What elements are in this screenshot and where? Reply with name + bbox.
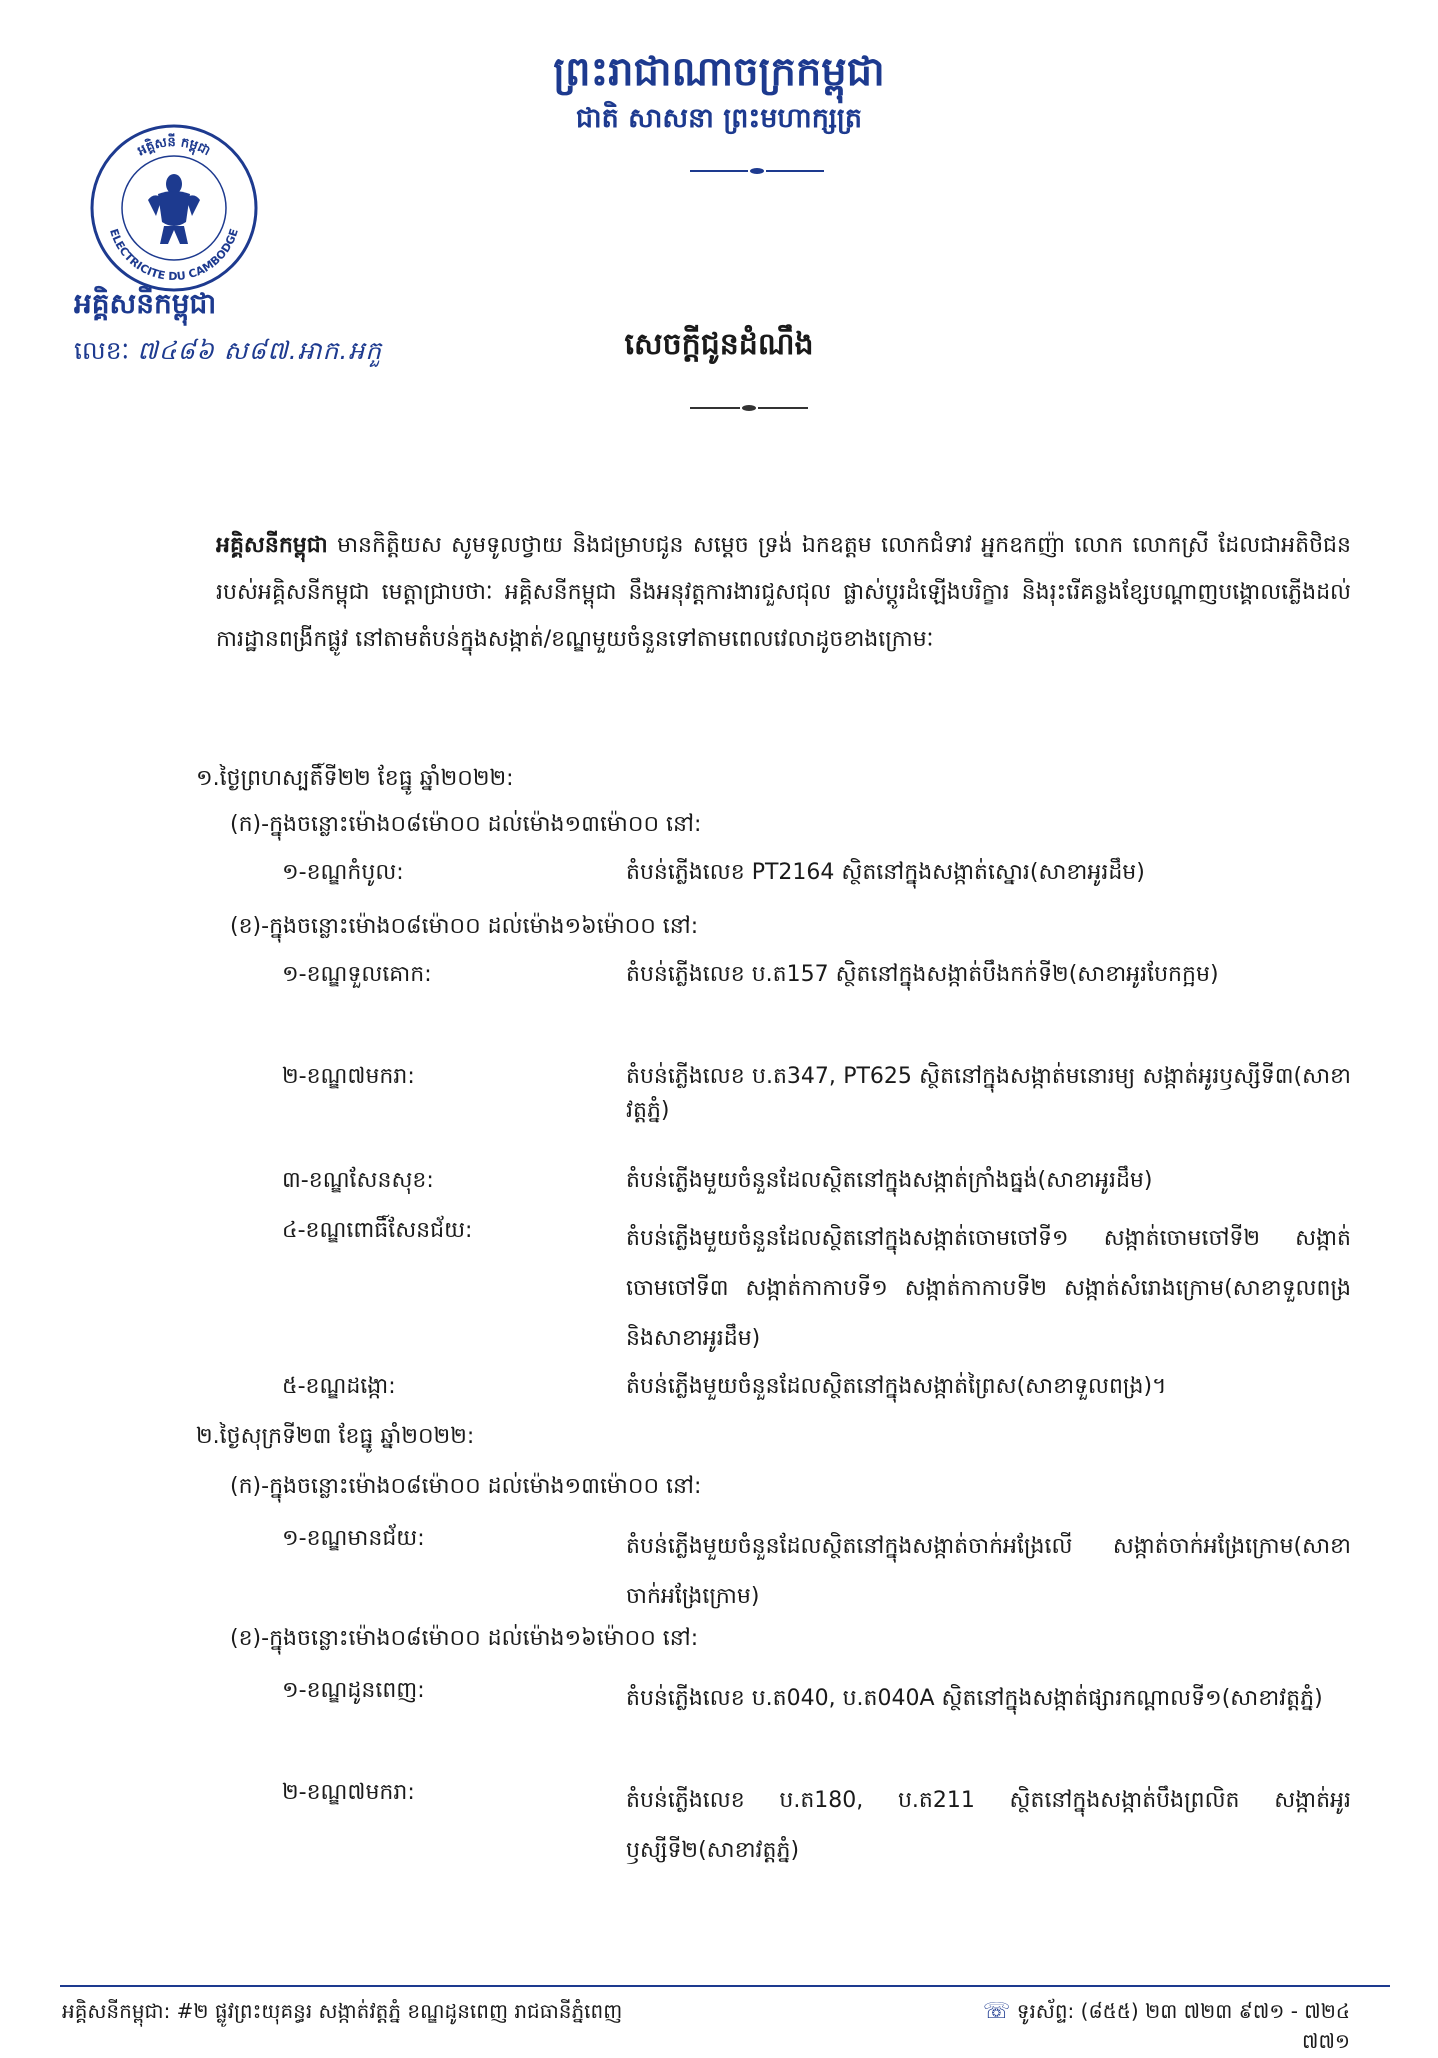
footer-telephone — [940, 1998, 1350, 2058]
seal-text-top: អគ្គិសនី កម្ពុជា — [135, 134, 213, 160]
day-1-b-district-4: ៤-ខណ្ឌពោធិ៍សែនជ័យ: — [282, 1218, 473, 1243]
day-1-a-district-1: ១-ខណ្ឌកំបូល: — [282, 860, 404, 885]
seal-logo — [88, 122, 260, 294]
document-title: សេចក្ដីជូនដំណឹង — [624, 327, 814, 362]
footer-address: អគ្គិសនីកម្ពុជា: #២ ផ្លូវព្រះយុគន្ធរ សង្កាត់វត្តភ្នំ ខណ្ឌដូនពេញ រាជធានីភ្នំពេញ — [62, 1999, 623, 2023]
reference-label: លេខៈ — [74, 336, 130, 365]
footer-tel-number: (៨៥៥) ២៣ ៧២៣ ៩៧១ - ៧២៤ ៧៧១ — [1080, 1999, 1350, 2053]
day-2-heading: ២.ថ្ងៃសុក្រទី២៣ ខែធ្នូ ឆ្នាំ២០២២: — [196, 1424, 475, 1449]
day-1-heading: ១.ថ្ងៃព្រហស្បតិ៍ទី២២ ខែធ្នូ ឆ្នាំ២០២២: — [196, 766, 514, 791]
day-1-period-a: (ក)-ក្នុងចន្លោះម៉ោង០៨ម៉ោ០០ ដល់ម៉ោង១៣ម៉ោ០០ នៅ: — [230, 812, 702, 837]
national-motto: ជាតិ សាសនា ព្រះមហាក្សត្រ — [575, 103, 863, 134]
day-1-b-district-1: ១-ខណ្ឌទួលគោក: — [282, 962, 432, 987]
day-2-a-district-1: ១-ខណ្ឌមានជ័យ: — [282, 1526, 425, 1551]
day-1-period-b: (ខ)-ក្នុងចន្លោះម៉ោង០៨ម៉ោ០០ ដល់ម៉ោង១៦ម៉ោ០០ នៅ: — [230, 914, 699, 939]
organization-name: អគ្គិសនីកម្ពុជា — [74, 287, 217, 320]
seal-text-bottom: ELECTRICITE DU CAMBODGE — [107, 227, 241, 284]
day-1-b-district-2: ២-ខណ្ឌ៧មករា: — [282, 1064, 415, 1089]
day-2-b-district-2: ២-ខណ្ឌ៧មករា: — [282, 1780, 415, 1805]
intro-text: មានកិត្តិយស សូមទូលថ្វាយ និងជម្រាបជូន សម្ដេច ទ្រង់ ឯកឧត្តម លោកជំទាវ អ្នកឧកញ៉ា លោក លោកស្រី ដែលជាអតិថិជនរបស់អគ្គិសនីកម្ពុជា មេត្តាជ្រាបថាៈ អគ្គិសនីកម្ពុជា នឹងអនុវត្តការងារជួសជុល ផ្លាស់ប្ដូរដំឡើងបរិក្ខារ និងរុះរើគន្លងខ្សែបណ្ដាញបង្គោលភ្លើងដល់ការដ្ឋានពង្រីកផ្លូវ នៅតាមតំបន់ក្នុងសង្កាត់/ខណ្ឌមួយចំនួនទៅតាមពេលវេលាដូចខាងក្រោមៈ — [216, 533, 1351, 652]
day-1-b-district-5-desc: តំបន់ភ្លើងមួយចំនួនដែលស្ថិតនៅក្នុងសង្កាត់ព្រៃស(សាខាទួលពង្រ)។ — [626, 1374, 1167, 1399]
reference-value: ៧៤៨៦ ស៨៧.អាក.អកួ — [137, 336, 383, 365]
day-2-b-district-1: ១-ខណ្ឌដូនពេញ: — [282, 1678, 425, 1703]
day-1-a-district-1-desc: តំបន់ភ្លើងលេខ PT2164 ស្ថិតនៅក្នុងសង្កាត់ស្នោរ(សាខាអូរដឹម) — [626, 860, 1145, 885]
kingdom-heading: ព្រះរាជាណាចក្រកម្ពុជា — [553, 49, 885, 95]
day-2-period-a: (ក)-ក្នុងចន្លោះម៉ោង០៨ម៉ោ០០ ដល់ម៉ោង១៣ម៉ោ០០ នៅ: — [230, 1474, 702, 1499]
day-1-b-district-3: ៣-ខណ្ឌសែនសុខ: — [282, 1168, 434, 1193]
day-1-b-district-1-desc: តំបន់ភ្លើងលេខ ប.ត157 ស្ថិតនៅក្នុងសង្កាត់បឹងកក់ទី២(សាខាអូរបែកក្អម) — [626, 962, 1219, 987]
footer-divider — [60, 1985, 1390, 1987]
day-1-b-district-5: ៥-ខណ្ឌដង្កោ: — [282, 1374, 396, 1399]
day-1-b-district-4-desc: តំបន់ភ្លើងមួយចំនួនដែលស្ថិតនៅក្នុងសង្កាត់ចោមចៅទី១ សង្កាត់ចោមចៅទី២ សង្កាត់ចោមចៅទី៣ សង្កាត់កាកាបទី១ សង្កាត់កាកាបទី២ សង្កាត់សំរោងក្រោម(សាខាទួលពង្រ និងសាខាអូរដឹម) — [626, 1226, 1351, 1351]
day-1-b-district-3-desc: តំបន់ភ្លើងមួយចំនួនដែលស្ថិតនៅក្នុងសង្កាត់ក្រាំងធ្នង់(សាខាអូរដឹម) — [626, 1168, 1153, 1193]
day-1-b-district-2-desc: តំបន់ភ្លើងលេខ ប.ត347, PT625 ស្ថិតនៅក្នុងសង្កាត់មនោរម្យ សង្កាត់អូរឫស្សីទី៣(សាខាវត្តភ្នំ) — [626, 1064, 1351, 1123]
intro-paragraph — [216, 522, 1351, 663]
day-2-b-district-1-desc: តំបន់ភ្លើងលេខ ប.ត040, ប.ត040A ស្ថិតនៅក្នុងសង្កាត់ផ្សារកណ្ដាលទី១(សាខាវត្តភ្នំ) — [626, 1686, 1323, 1711]
intro-org-name: អគ្គិសនីកម្ពុជា — [216, 533, 328, 558]
phone-icon: ☏ — [982, 1999, 1011, 2024]
day-2-a-district-1-desc: តំបន់ភ្លើងមួយចំនួនដែលស្ថិតនៅក្នុងសង្កាត់ចាក់អង្រែលើ សង្កាត់ចាក់អង្រែក្រោម(សាខាចាក់អង្រែក្រោម) — [626, 1534, 1351, 1609]
day-2-b-district-2-desc: តំបន់ភ្លើងលេខ ប.ត180, ប.ត211 ស្ថិតនៅក្នុងសង្កាត់បឹងព្រលិត សង្កាត់អូរឫស្សីទី២(សាខាវត្តភ្នំ) — [626, 1788, 1351, 1863]
day-2-period-b: (ខ)-ក្នុងចន្លោះម៉ោង០៨ម៉ោ០០ ដល់ម៉ោង១៦ម៉ោ០០ នៅ: — [230, 1626, 699, 1651]
footer-tel-label: ទូរស័ព្ទ: — [1016, 1999, 1075, 2023]
